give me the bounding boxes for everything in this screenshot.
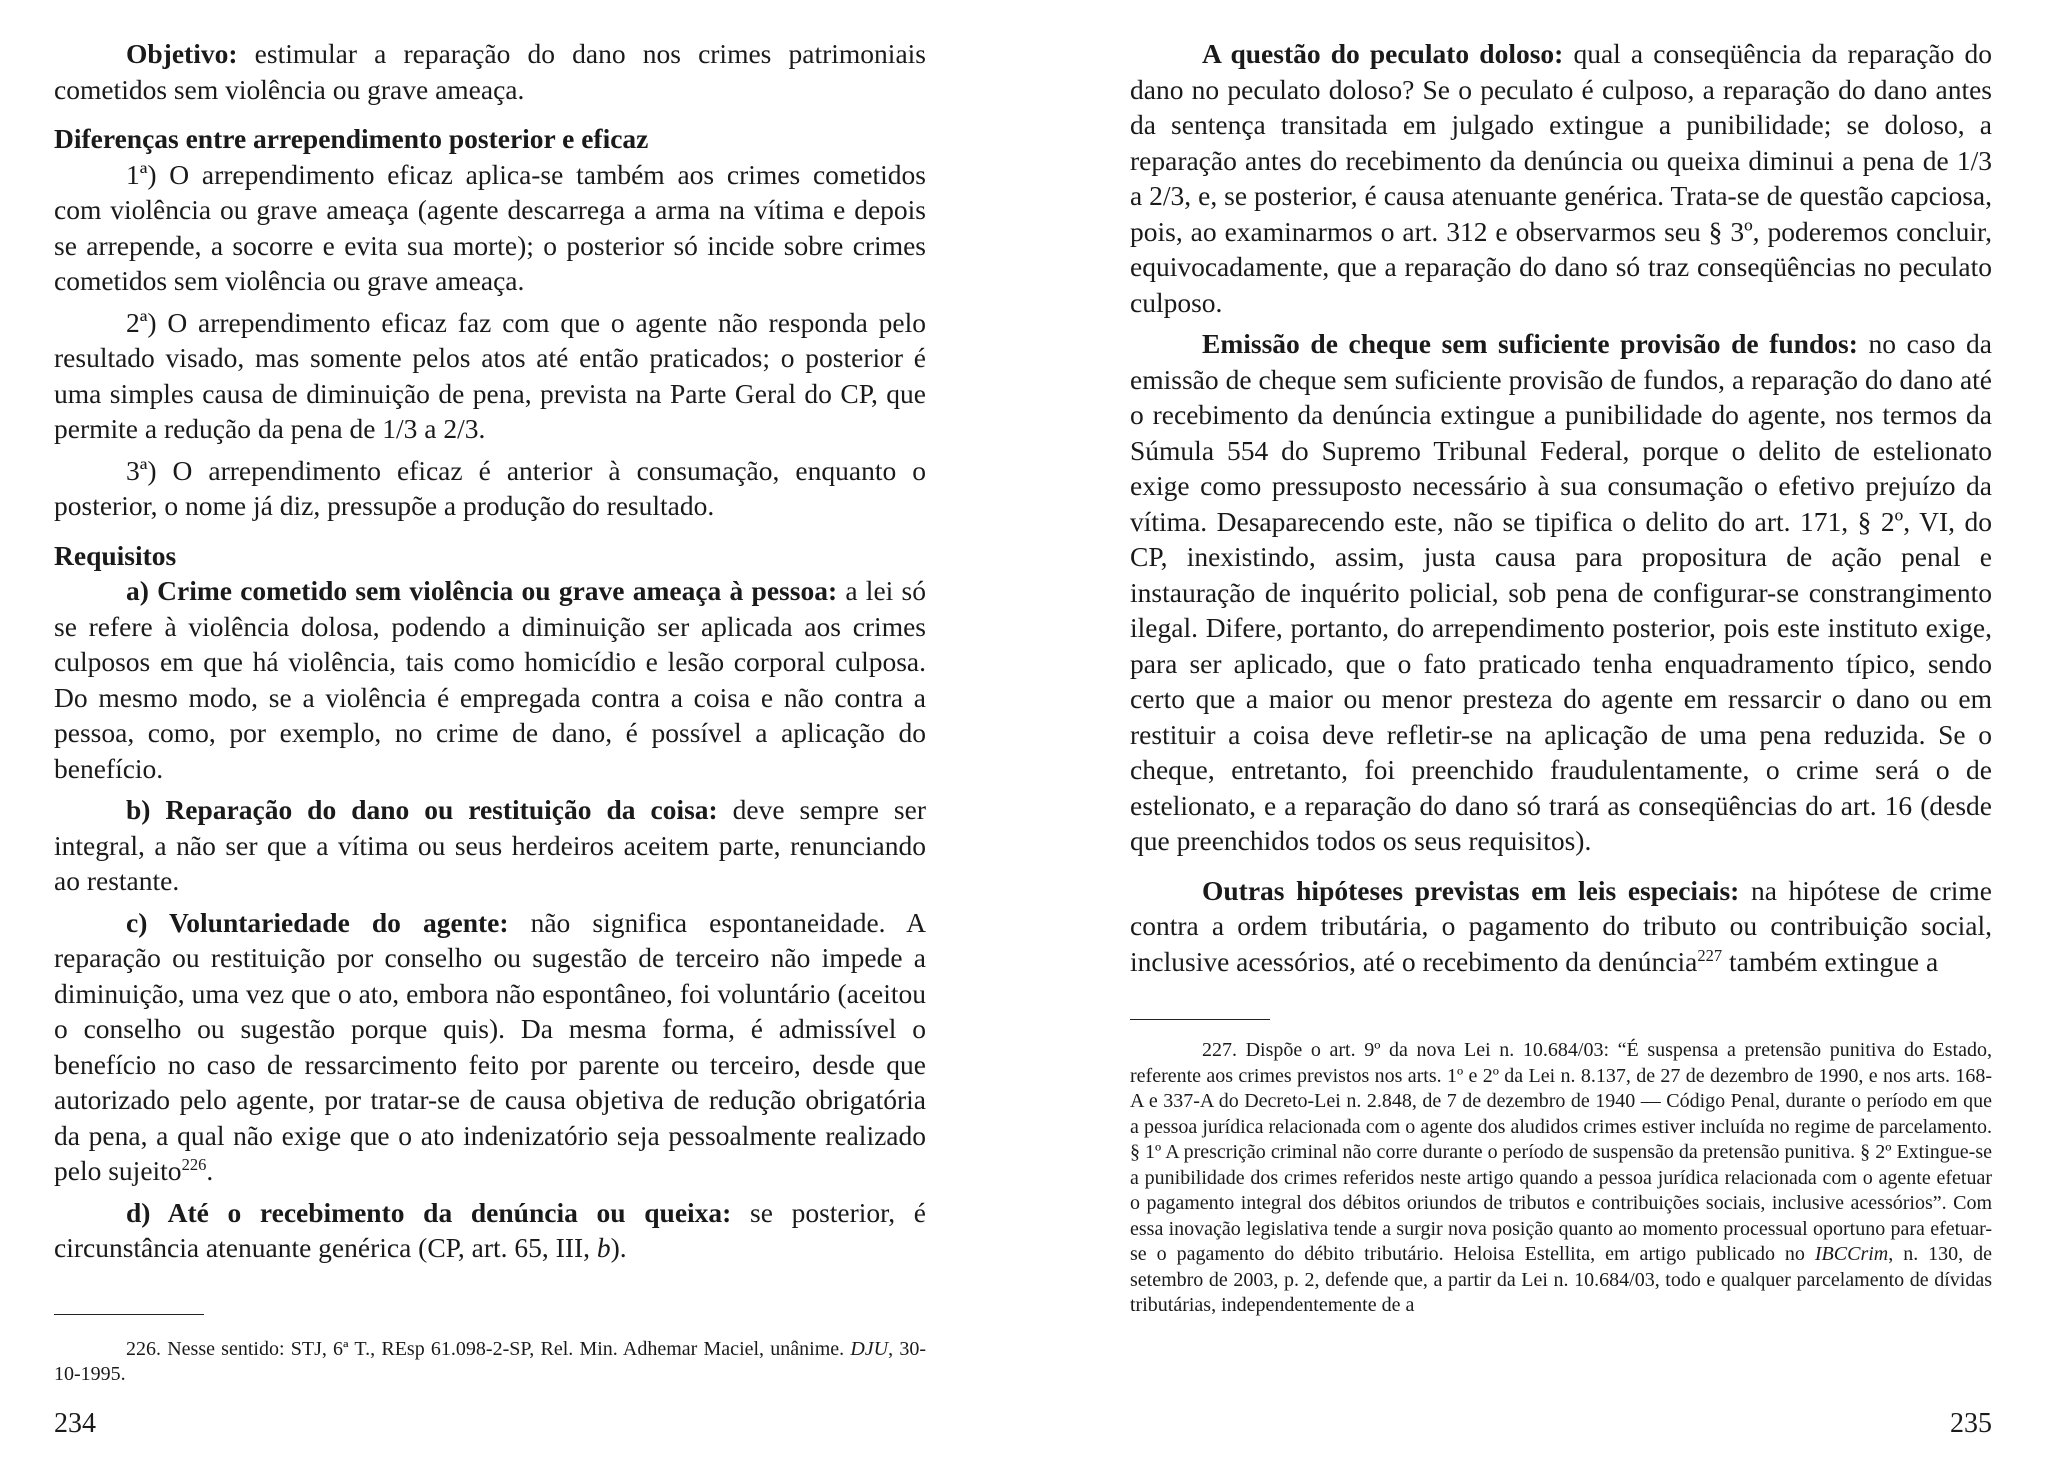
- requirements-heading: Requisitos: [54, 539, 177, 571]
- peculato-paragraph: [1130, 36, 1992, 320]
- footnote-divider: [54, 1314, 204, 1315]
- page-number-right: 235: [1950, 1408, 1992, 1439]
- requirement-d-label: d) Até o recebimento da denúncia ou queixa:: [126, 1196, 732, 1228]
- requirement-b: [54, 792, 926, 899]
- requirement-c: [54, 905, 926, 1189]
- footnote-227: [1130, 1038, 1992, 1319]
- requirement-d-italic: b: [596, 1232, 611, 1263]
- special-laws-paragraph: [1130, 873, 1992, 980]
- left-page: [54, 36, 926, 1388]
- requirement-c-end: .: [206, 1155, 214, 1186]
- difference-2: 2ª) O arrependimento eficaz faz com que o agente não responda pelo resultado visado, mas somente pelos atos até então praticados; o posterior é uma simples causa de diminuição de pena, prevista na Parte Geral do CP, que permite a redução da pena de 1/3 a 2/3.: [54, 306, 926, 444]
- special-laws-label: Outras hipóteses previstas em leis especiais:: [1202, 874, 1740, 906]
- difference-3: 3ª) O arrependimento eficaz é anterior à consumação, enquanto o posterior, o nome já diz, pressupõe a produção do resultado.: [54, 454, 926, 521]
- footnote-227-italic: IBCCrim: [1814, 1243, 1889, 1265]
- objective-label: Objetivo:: [126, 38, 238, 69]
- footnote-227-end: , n. 130, de setembro de 2003, p. 2, defende que, a partir da Lei n. 10.684/03, todo e qualquer parcelamento de dívidas tributárias, independentemente de a: [1130, 1243, 1992, 1316]
- cheque-paragraph: [1130, 326, 1992, 859]
- requirement-c-text: não significa espontaneidade. A reparação ou restituição por conselho ou sugestão de terceiro não impede a diminuição, uma vez que o ato, embora não espontâneo, foi voluntário (aceitou o conselho ou sugestão porque quis). Da mesma forma, é admissível o benefício no caso de ressarcimento feito por parente ou terceiro, desde que autorizado pelo agente, por tratar-se de causa objetiva de redução obrigatória da pena, a qual não exige que o ato indenizatório seja pessoalmente realizado pelo sujeito: [54, 906, 926, 1186]
- peculato-label: A questão do peculato doloso:: [1202, 38, 1564, 69]
- footnote-ref-226[interactable]: 226: [181, 1154, 207, 1174]
- requirement-d-text: se posterior, é circunstância atenuante genérica (CP, art. 65, III,: [54, 1196, 926, 1263]
- footnote-226-italic: DJU: [850, 1337, 889, 1360]
- differences-heading: Diferenças entre arrependimento posterior e eficaz: [54, 123, 649, 154]
- requirement-a-label: a) Crime cometido sem violência ou grave ameaça à pessoa:: [126, 575, 838, 606]
- special-laws-text: na hipótese de crime contra a ordem tributária, o pagamento do tributo ou contribuição social, inclusive acessórios, até o recebimento da denúncia: [1130, 874, 1993, 977]
- requirement-a-text: a lei só se refere à violência dolosa, podendo a diminuição ser aplicada aos crimes culposos em que há violência, tais como homicídio e lesão corporal culposa. Do mesmo modo, se a violência é empregada contra a coisa e não contra a pessoa, como, por exemplo, no crime de dano, é possível a aplicação do benefício.: [54, 575, 926, 784]
- requirement-b-text: deve sempre ser integral, a não ser que a vítima ou seus herdeiros aceitem parte, renunciando ao restante.: [54, 794, 926, 896]
- footnote-226-text: 226. Nesse sentido: STJ, 6ª T., REsp 61.098-2-SP, Rel. Min. Adhemar Maciel, unânime.: [126, 1337, 851, 1360]
- requirement-b-label: b) Reparação do dano ou restituição da coisa:: [126, 794, 718, 825]
- footnote-226: [54, 1337, 926, 1388]
- peculato-text: qual a conseqüência da reparação do dano no peculato doloso? Se o peculato é culposo, a reparação do dano antes da sentença transitada em julgado extingue a punibilidade; se doloso, a reparação antes do recebimento da denúncia ou queixa diminui a pena de 1/3 a 2/3, e, se posterior, é causa atenuante genérica. Trata-se de questão capciosa, pois, ao examinarmos o art. 312 e observarmos seu § 3º, poderemos concluir, equivocadamente, que a reparação do dano só traz conseqüências no peculato culposo.: [1130, 38, 1992, 318]
- footnote-226-end: , 30-10-1995.: [54, 1337, 926, 1385]
- requirement-d: [54, 1195, 926, 1266]
- objective-text: estimular a reparação do dano nos crimes patrimoniais cometidos sem violência ou grave ameaça.: [54, 38, 926, 105]
- footnote-divider-right: [1130, 1019, 1270, 1020]
- cheque-label: Emissão de cheque sem suficiente provisão de fundos:: [1202, 328, 1858, 359]
- requirement-a: [54, 573, 926, 786]
- objective-paragraph: [54, 36, 926, 107]
- right-page: [1130, 36, 1992, 1319]
- special-laws-end: também extingue a: [1722, 945, 1939, 977]
- requirement-d-end: ).: [610, 1232, 627, 1263]
- requirement-c-label: c) Voluntariedade do agente:: [126, 906, 509, 938]
- cheque-text: no caso da emissão de cheque sem suficiente provisão de fundos, a reparação do dano até o recebimento da denúncia extingue a punibilidade do agente, nos termos da Súmula 554 do Supremo Tribunal Federal, porque o delito de estelionato exige como pressuposto necessário à sua consumação o efetivo prejuízo da vítima. Desaparecendo este, não se tipifica o delito do art. 171, § 2º, VI, do CP, inexistindo, assim, justa causa para propositura de ação penal e instauração de inquérito policial, sob pena de configurar-se constrangimento ilegal. Difere, portanto, do arrependimento posterior, pois este instituto exige, para ser aplicado, que o fato praticado tenha enquadramento típico, sendo certo que a maior ou menor presteza do agente em ressarcir o dano ou em restituir a coisa deve refletir-se na aplicação de uma pena reduzida. Se o cheque, entretanto, foi preenchido fraudulentamente, o crime será o de estelionato, e a reparação do dano só trará as conseqüências do art. 16 (desde que preenchidos todos os seus requisitos).: [1130, 328, 1992, 856]
- page-number-left: 234: [54, 1408, 96, 1439]
- footnote-ref-227[interactable]: 227: [1697, 945, 1723, 965]
- footnote-227-text: 227. Dispõe o art. 9º da nova Lei n. 10.684/03: “É suspensa a pretensão punitiva do Estado, referente aos crimes previstos nos arts. 1º e 2º da Lei n. 8.137, de 27 de dezembro de 1990, e nos arts. 168-A e 337-A do Decreto-Lei n. 2.848, de 7 de dezembro de 1940 — Código Penal, durante o período em que a pessoa jurídica relacionada com o agente dos aludidos crimes estiver incluída no regime de parcelamento. § 1º A prescrição criminal não corre durante o período de suspensão da pretensão punitiva. § 2º Extingue-se a punibilidade dos crimes referidos neste artigo quando a pessoa jurídica relacionada com o agente efetuar o pagamento integral dos débitos oriundos de tributos e contribuições sociais, inclusive acessórios”. Com essa inovação legislativa tende a surgir nova posição quanto ao momento processual oportuno para efetuar-se o pagamento do débito tributário. Heloisa Estellita, em artigo publicado no: [1130, 1039, 1992, 1265]
- difference-1: 1ª) O arrependimento eficaz aplica-se também aos crimes cometidos com violência ou grave ameaça (agente descarrega a arma na vítima e depois se arrepende, a socorre e evita sua morte); o posterior só incide sobre crimes cometidos sem violência ou grave ameaça.: [54, 158, 926, 296]
